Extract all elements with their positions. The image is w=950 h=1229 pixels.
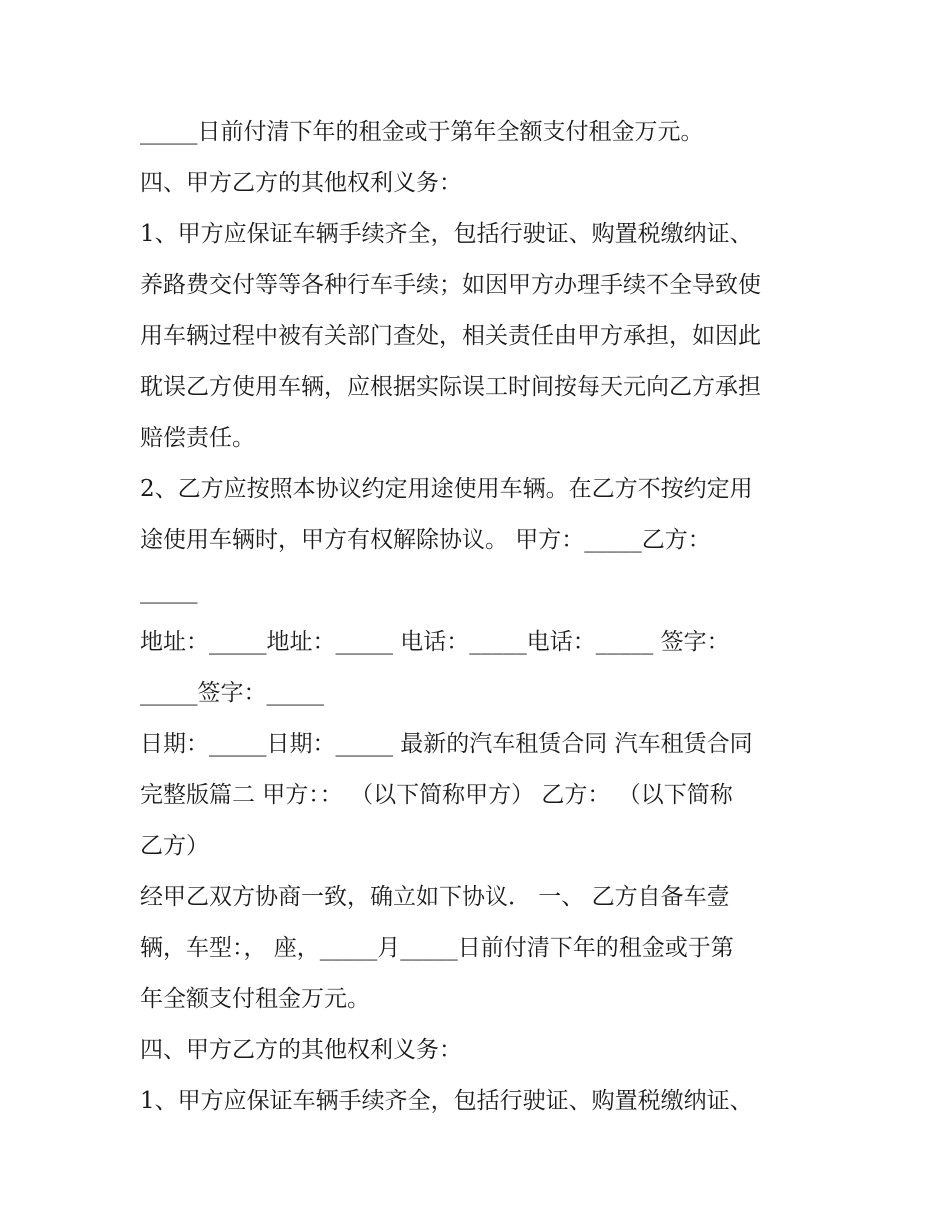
text-line: 乙方） [140,833,209,859]
text-line: 赔偿责任。 [140,425,255,451]
text-line: 养路费交付等等各种行车手续；如因甲方办理手续不全导致使 [140,272,761,298]
signature-fields: _____签字：_____ [140,680,324,706]
text-line: 完整版篇二 甲方：： （以下简称甲方） 乙方： （以下简称 [140,782,733,808]
text-line: 年全额支付租金万元。 [140,986,370,1012]
text-line: 辆，车型：， 座，_____月_____日前付清下年的租金或于第 [140,935,734,961]
text-line: 2、乙方应按照本协议约定用途使用车辆。在乙方不按约定用 [140,476,753,502]
text-line: 耽误乙方使用车辆，应根据实际误工时间按每天元向乙方承担 [140,374,761,400]
text-line: _____ [140,578,198,604]
text-line: 经甲乙双方协商一致，确立如下协议． 一、 乙方自备车壹 [140,884,730,910]
section-heading: 四、甲方乙方的其他权利义务： [140,1037,462,1063]
text-line: 1、甲方应保证车辆手续齐全，包括行驶证、购置税缴纳证、 [140,1088,753,1114]
section-heading: 四、甲方乙方的其他权利义务： [140,170,462,196]
text-line: _____日前付清下年的租金或于第年全额支付租金万元。 [140,119,704,145]
document-body [140,107,820,1127]
signature-fields: 日期：_____日期：_____ 最新的汽车租赁合同 汽车租赁合同 [140,731,753,757]
text-line: 途使用车辆时，甲方有权解除协议。 甲方：_____乙方： [140,527,711,553]
text-line: 用车辆过程中被有关部门查处，相关责任由甲方承担，如因此 [140,323,761,349]
text-line: 1、甲方应保证车辆手续齐全，包括行驶证、购置税缴纳证、 [140,221,753,247]
signature-fields: 地址：_____地址：_____ 电话：_____电话：_____ 签字： [140,629,730,655]
